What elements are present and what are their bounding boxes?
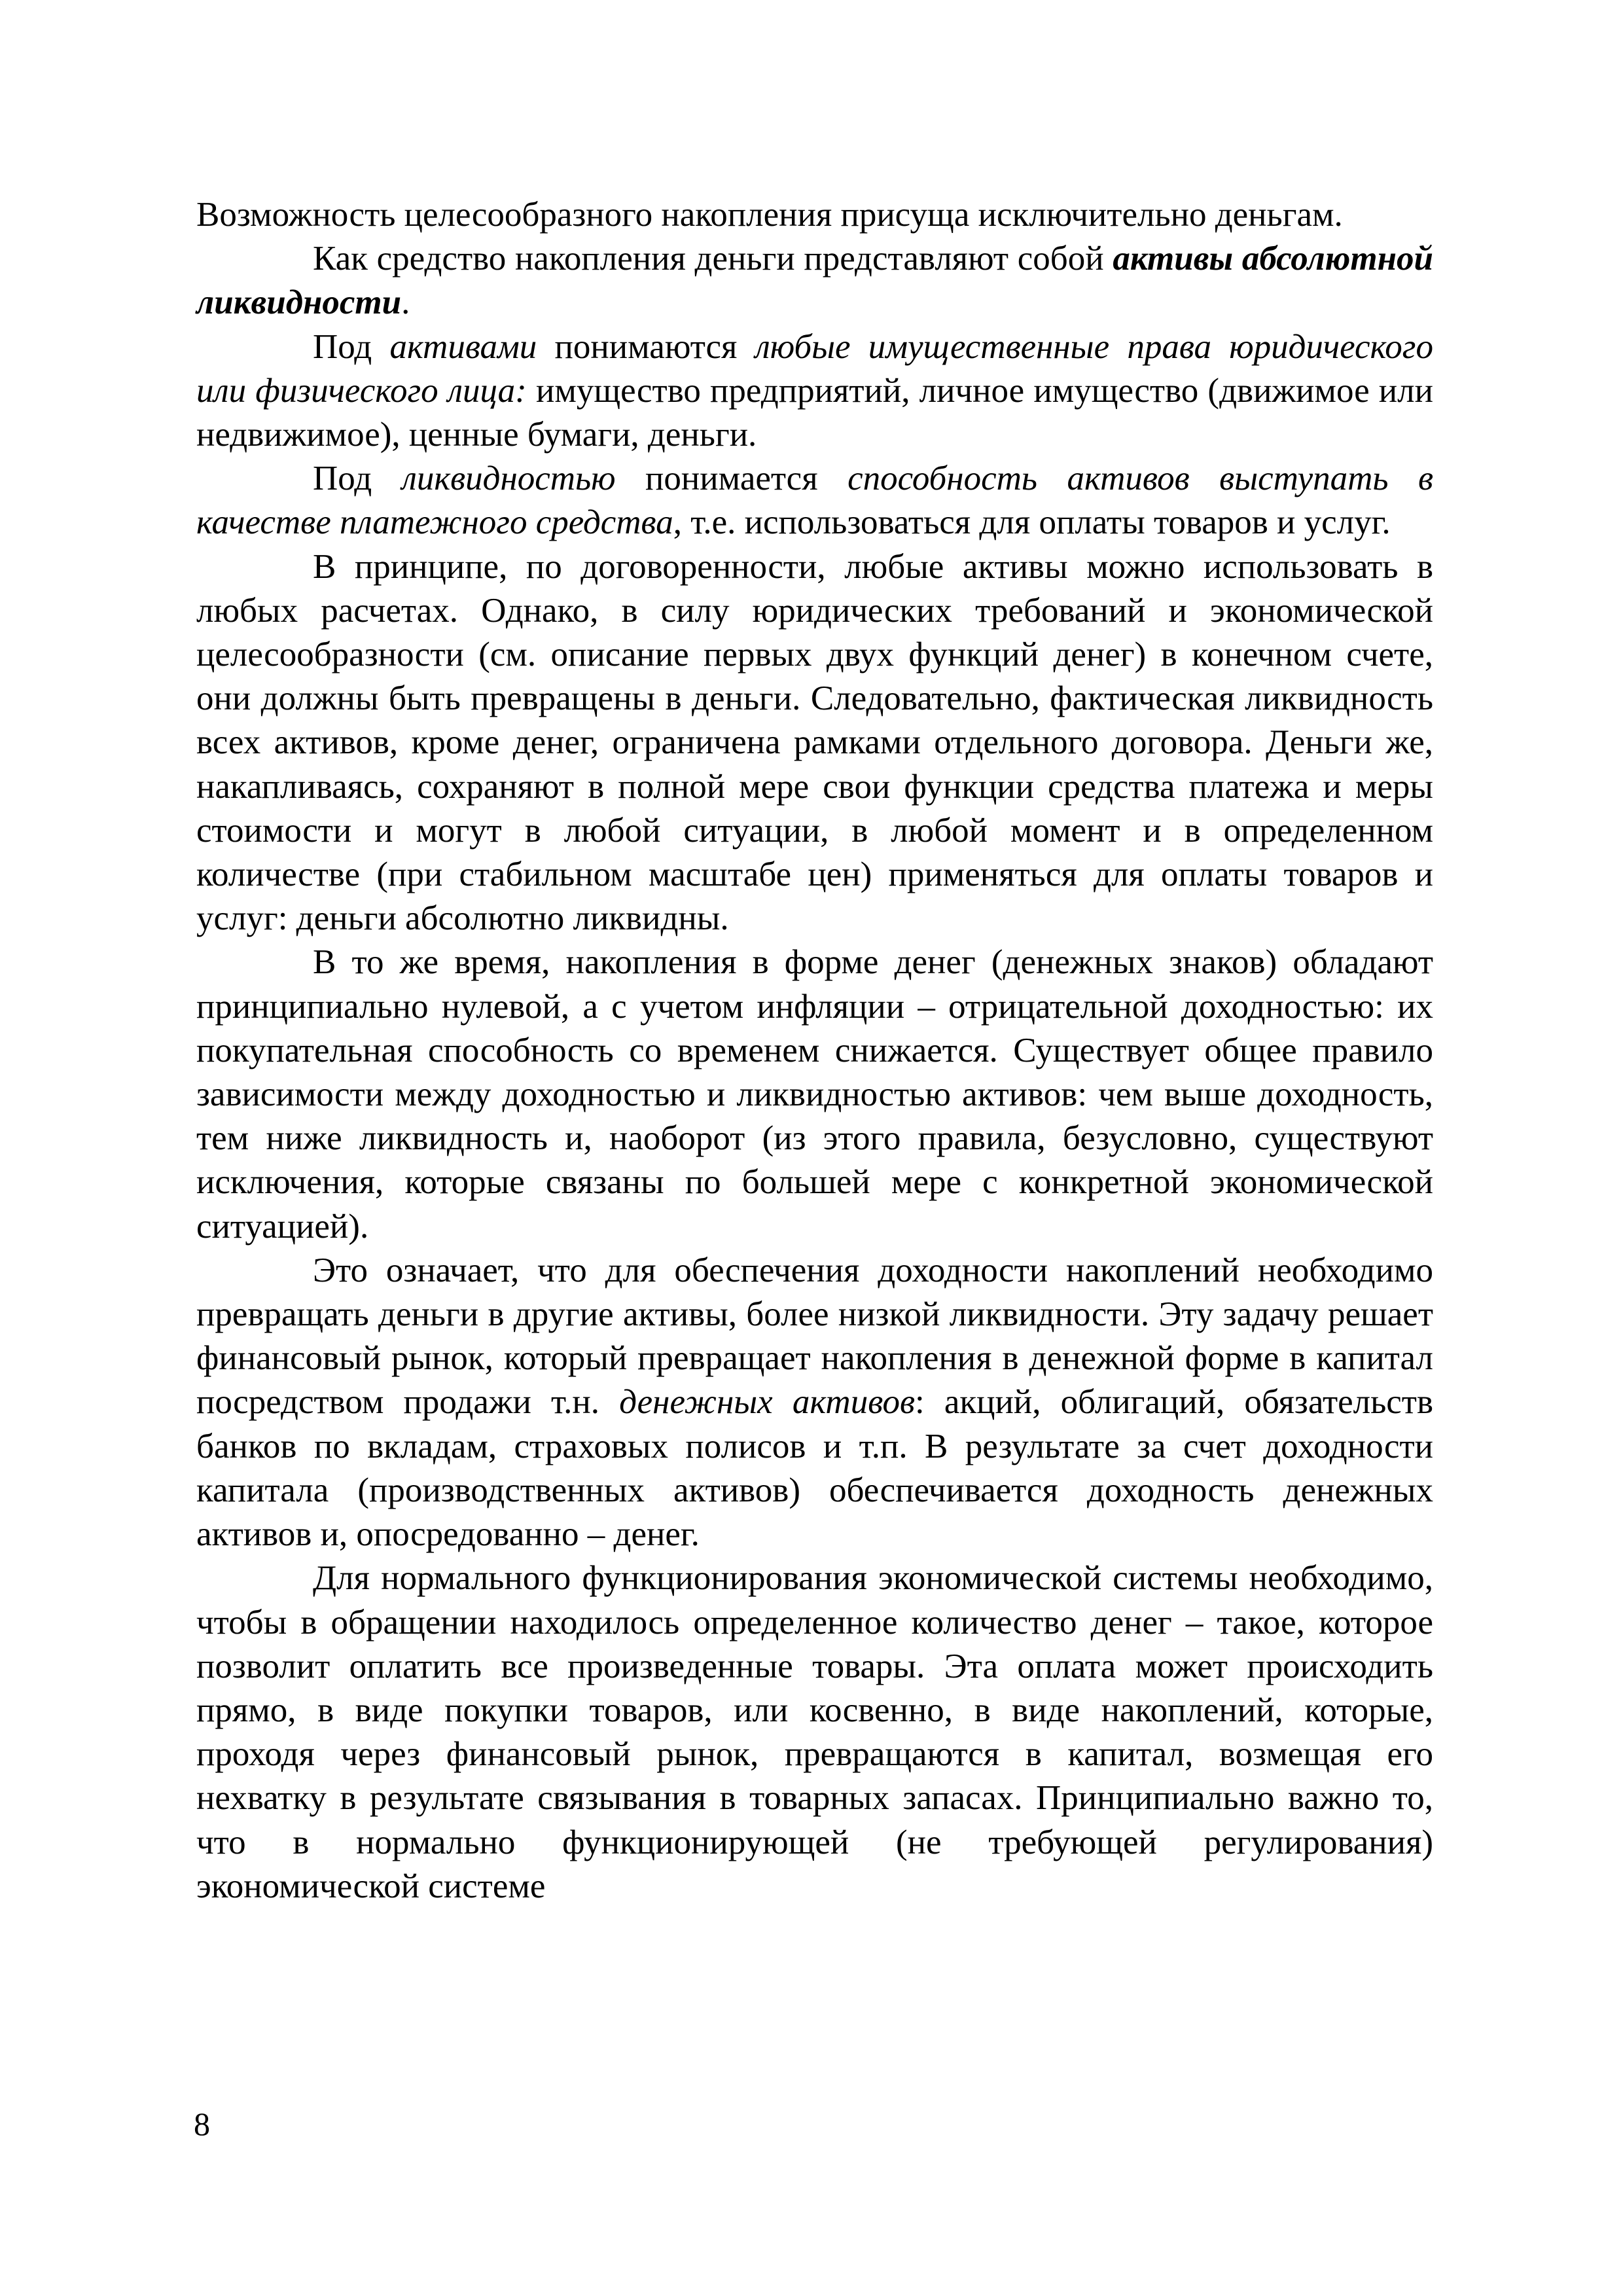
term-monetary-assets: денежных активов [619,1383,916,1422]
paragraph-1-text: Возможность целесообразного накопления присуща исключительно деньгам. [196,196,1343,234]
paragraph-4-text-3: , т.е. использоваться для оплаты товаров и услуг. [673,503,1391,542]
paragraph-4 [196,457,1433,545]
term-absolute-liquidity-assets: активы абсолютной ликвидности [196,240,1433,322]
page-number: 8 [194,2106,210,2142]
term-assets: активами [389,327,537,366]
paragraph-7 [196,1249,1433,1556]
paragraph-3-text-1: Под [313,327,390,366]
paragraph-7-text-2: : акций, облигаций, обязательств банков по вкладам, страховых полисов и т.п. В результате за счет доходности капитала (производственных активов) обеспечивается доходность денежных активов и, опосредованно – денег. [196,1383,1433,1554]
paragraph-5-text: В принципе, по договоренности, любые активы можно использовать в любых расчетах. Однако, в силу юридических требований и экономической целесообразности (см. описание первых двух функций денег) в конечном счете, они должны быть превращены в деньги. Следовательно, фактическая ликвидность всех активов, кроме денег, ограничена рамками отдельного договора. Деньги же, накапливаясь, сохраняют в полной мере свои функции средства платежа и меры стоимости и могут в любой ситуации, в любой момент и в определенном количестве (при стабильном масштабе цен) применяться для оплаты товаров и услуг: деньги абсолютно ликвидны. [196,547,1433,938]
paragraph-5 [196,545,1433,941]
paragraph-2-text-2: . [401,283,410,322]
paragraph-7-text-1: Это означает, что для обеспечения доходности накоплений необходимо превращать деньги в другие активы, более низкой ликвидности. Эту задачу решает финансовый рынок, который превращает накопления в денежной форме в капитал посредством продажи т.н. [196,1251,1433,1422]
paragraph-6 [196,941,1433,1248]
paragraph-2-text-1: Как средство накопления деньги представляют собой [313,240,1113,278]
paragraph-4-text-2: понимается [615,459,848,498]
term-liquidity: ликвидностью [401,459,616,498]
paragraph-2 [196,237,1433,325]
definition-liquidity: способность активов выступать в качестве платежного средства [196,459,1433,542]
paragraph-8 [196,1556,1433,1909]
paragraph-3 [196,325,1433,457]
paragraph-8-text: Для нормального функционирования экономической системы необходимо, чтобы в обращении находилось определенное количество денег – такое, которое позволит оплатить все произведенные товары. Эта оплата может происходить прямо, в виде покупки товаров, или косвенно, в виде накоплений, которые, проходя через финансовый рынок, превращаются в капитал, возмещая его нехватку в результате связывания в товарных запасах. Принципиально важно то, что в нормально функционирующей (не требующей регулирования) экономической системе [196,1559,1433,1905]
definition-assets: любые имущественные права юридического или физического лица: [196,327,1433,410]
paragraph-3-text-2: понимаются [537,327,755,366]
paragraph-3-text-3: имущество предприятий, личное имущество (движимое или недвижимое), ценные бумаги, деньги. [196,371,1433,454]
paragraph-6-text: В то же время, накопления в форме денег (денежных знаков) обладают принципиально нулевой, а с учетом инфляции – отрицательной доходностью: их покупательная способность со временем снижается. Существует общее правило зависимости между доходностью и ликвидностью активов: чем выше доходность, тем ниже ликвидность и, наоборот (из этого правила, безусловно, существуют исключения, которые связаны по большей мере с конкретной экономической ситуацией). [196,943,1433,1246]
paragraph-1 [196,193,1433,237]
paragraph-4-text-1: Под [313,459,402,498]
document-body [196,193,1433,1909]
